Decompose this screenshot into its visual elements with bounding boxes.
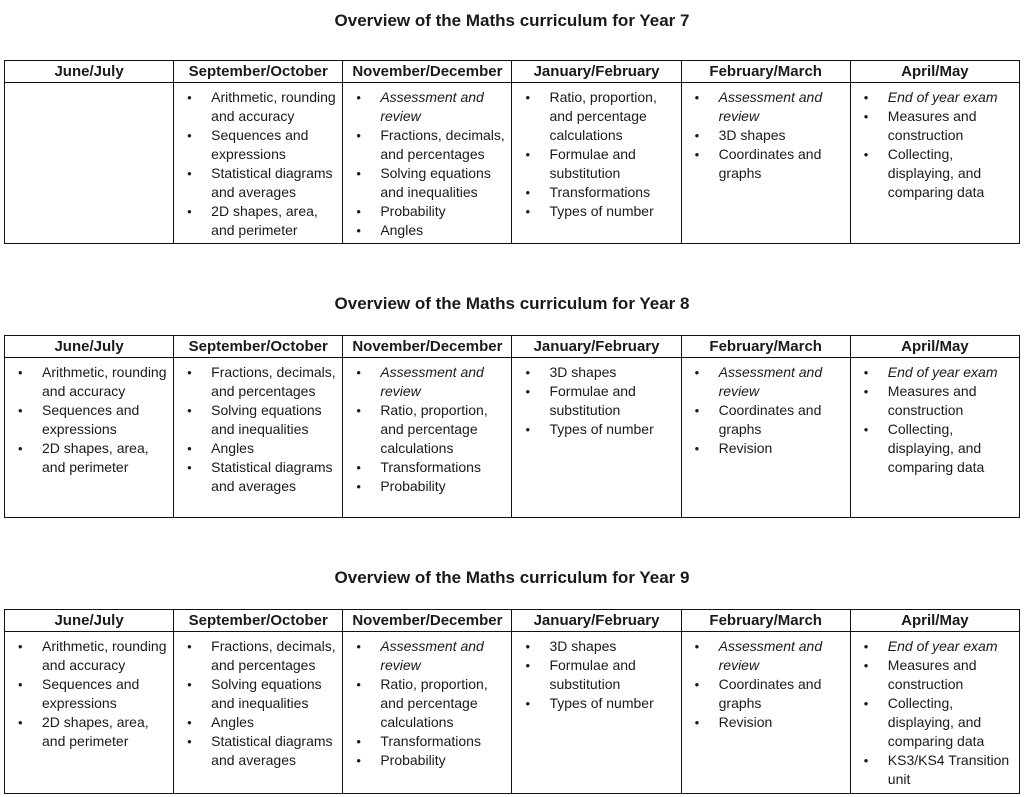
topic-item — [851, 88, 1014, 107]
bullet-icon: • — [187, 90, 192, 105]
column-header: January/February — [512, 61, 681, 83]
topic-item — [343, 751, 506, 770]
bullet-icon: • — [18, 715, 23, 730]
topic-text: Types of number — [549, 421, 654, 437]
topic-item — [174, 732, 337, 770]
topic-list — [174, 88, 337, 240]
topic-text: 3D shapes — [718, 127, 786, 143]
column-header: September/October — [174, 61, 343, 83]
bullet-icon: • — [525, 365, 531, 380]
topic-text: Formulae and substitution — [549, 383, 636, 418]
topic-text: Collecting, displaying, and comparing data — [887, 695, 985, 749]
month-cell — [850, 632, 1019, 794]
topic-text: Collecting, displaying, and comparing data — [887, 146, 985, 200]
header-row — [5, 336, 1020, 358]
bullet-icon: • — [525, 90, 531, 105]
month-cell — [5, 358, 174, 518]
bullet-icon: • — [356, 639, 361, 654]
month-cell — [681, 358, 850, 518]
bullet-icon: • — [525, 384, 531, 399]
topic-item — [343, 732, 506, 751]
topic-text: Coordinates and graphs — [718, 402, 822, 437]
bullet-icon: • — [187, 403, 192, 418]
bullet-icon: • — [863, 696, 869, 711]
bullet-icon: • — [863, 658, 869, 673]
column-header: September/October — [174, 610, 343, 632]
header-row — [5, 610, 1020, 632]
bullet-icon: • — [187, 128, 192, 143]
topic-item — [851, 420, 1014, 477]
bullet-icon: • — [525, 422, 531, 437]
bullet-icon: • — [863, 639, 869, 654]
topic-text: Statistical diagrams and averages — [211, 733, 333, 768]
month-cell — [5, 83, 174, 244]
topic-text: Formulae and substitution — [549, 146, 636, 181]
bullet-icon: • — [694, 639, 700, 654]
topic-item — [174, 126, 337, 164]
curriculum-table — [4, 609, 1020, 794]
topic-list — [851, 88, 1014, 202]
content-row — [5, 358, 1020, 518]
month-cell — [174, 358, 343, 518]
bullet-icon: • — [187, 166, 192, 181]
topic-item — [174, 202, 337, 240]
topic-item — [512, 202, 675, 221]
topic-item — [682, 145, 845, 183]
bullet-icon: • — [863, 422, 869, 437]
topic-list — [343, 637, 506, 770]
bullet-icon: • — [356, 223, 361, 238]
content-row — [5, 83, 1020, 244]
bullet-icon: • — [694, 90, 700, 105]
topic-list — [174, 363, 337, 496]
topic-item — [5, 637, 168, 675]
topic-item — [512, 88, 675, 145]
topic-text: Probability — [380, 478, 446, 494]
topic-text: Statistical diagrams and averages — [211, 165, 333, 200]
topic-text: Sequences and expressions — [211, 127, 309, 162]
bullet-icon: • — [863, 147, 869, 162]
topic-text: Sequences and expressions — [42, 402, 140, 437]
topic-text: Measures and construction — [887, 657, 977, 692]
topic-text: End of year exam — [887, 364, 998, 380]
bullet-icon: • — [18, 677, 23, 692]
topic-item — [174, 363, 337, 401]
topic-item — [512, 382, 675, 420]
bullet-icon: • — [694, 403, 700, 418]
topic-text: Assessment and review — [718, 364, 823, 399]
topic-item — [682, 713, 845, 732]
column-header: April/May — [850, 61, 1019, 83]
topic-item — [343, 221, 506, 240]
bullet-icon: • — [187, 677, 192, 692]
column-header: January/February — [512, 610, 681, 632]
bullet-icon: • — [525, 185, 531, 200]
column-header: November/December — [343, 336, 512, 358]
bullet-icon: • — [356, 128, 361, 143]
topic-item — [682, 637, 845, 675]
bullet-icon: • — [187, 734, 192, 749]
topic-item — [512, 363, 675, 382]
topic-item — [512, 694, 675, 713]
bullet-icon: • — [356, 734, 361, 749]
bullet-icon: • — [18, 403, 23, 418]
column-header: September/October — [174, 336, 343, 358]
topic-text: Fractions, decimals, and percentages — [211, 638, 336, 673]
bullet-icon: • — [18, 365, 23, 380]
bullet-icon: • — [187, 460, 192, 475]
topic-text: Transformations — [380, 459, 481, 475]
bullet-icon: • — [863, 90, 869, 105]
column-header: February/March — [681, 610, 850, 632]
topic-text: Assessment and review — [380, 89, 484, 124]
topic-item — [5, 363, 168, 401]
topic-text: Arithmetic, rounding and accuracy — [42, 364, 167, 399]
bullet-icon: • — [863, 109, 869, 124]
topic-text: Assessment and review — [380, 638, 484, 673]
bullet-icon: • — [525, 639, 531, 654]
topic-item — [851, 751, 1014, 789]
topic-item — [343, 401, 506, 458]
bullet-icon: • — [525, 204, 531, 219]
topic-text: Sequences and expressions — [42, 676, 140, 711]
curriculum-section — [4, 10, 1020, 244]
topic-item — [682, 88, 845, 126]
bullet-icon: • — [863, 365, 869, 380]
topic-text: Probability — [380, 203, 446, 219]
topic-text: Revision — [718, 440, 773, 456]
topic-item — [343, 363, 506, 401]
topic-text: End of year exam — [887, 638, 998, 654]
month-cell — [512, 83, 681, 244]
topic-list — [682, 637, 845, 732]
topic-item — [512, 183, 675, 202]
topic-text: 3D shapes — [549, 364, 617, 380]
bullet-icon: • — [187, 441, 192, 456]
topic-item — [5, 713, 168, 751]
topic-text: Fractions, decimals, and percentages — [380, 127, 505, 162]
bullet-icon: • — [18, 441, 23, 456]
topic-text: Collecting, displaying, and comparing data — [887, 421, 985, 475]
topic-list — [174, 637, 337, 770]
header-row — [5, 61, 1020, 83]
bullet-icon: • — [356, 166, 361, 181]
bullet-icon: • — [187, 365, 192, 380]
content-row — [5, 632, 1020, 794]
month-cell — [343, 83, 512, 244]
section-title: Overview of the Maths curriculum for Year 8 — [334, 294, 690, 313]
topic-text: 2D shapes, area, and perimeter — [211, 203, 318, 238]
topic-list — [343, 88, 506, 240]
bullet-icon: • — [187, 639, 192, 654]
topic-text: Solving equations and inequalities — [211, 676, 322, 711]
topic-item — [682, 401, 845, 439]
topic-item — [5, 401, 168, 439]
bullet-icon: • — [356, 677, 361, 692]
topic-list — [851, 363, 1014, 477]
topic-list — [512, 88, 675, 221]
column-header: November/December — [343, 61, 512, 83]
bullet-icon: • — [694, 677, 700, 692]
topic-text: Fractions, decimals, and percentages — [211, 364, 336, 399]
topic-text: Measures and construction — [887, 108, 977, 143]
bullet-icon: • — [356, 204, 361, 219]
topic-item — [682, 126, 845, 145]
topic-item — [174, 401, 337, 439]
topic-text: Formulae and substitution — [549, 657, 636, 692]
topic-list — [512, 363, 675, 439]
topic-item — [851, 145, 1014, 202]
topic-item — [343, 675, 506, 732]
topic-list — [682, 88, 845, 183]
topic-item — [682, 439, 845, 458]
column-header: June/July — [5, 610, 174, 632]
topic-item — [851, 656, 1014, 694]
bullet-icon: • — [187, 204, 192, 219]
month-cell — [174, 83, 343, 244]
topic-item — [851, 694, 1014, 751]
topic-text: Ratio, proportion, and percentage calculations — [380, 676, 488, 730]
topic-item — [851, 382, 1014, 420]
column-header: February/March — [681, 61, 850, 83]
month-cell — [850, 83, 1019, 244]
bullet-icon: • — [694, 128, 700, 143]
topic-item — [174, 675, 337, 713]
bullet-icon: • — [863, 753, 869, 768]
topic-item — [5, 675, 168, 713]
month-cell — [681, 83, 850, 244]
topic-text: KS3/KS4 Transition unit — [887, 752, 1010, 787]
topic-item — [343, 88, 506, 126]
topic-list — [5, 637, 168, 751]
topic-item — [343, 477, 506, 496]
topic-text: 2D shapes, area, and perimeter — [42, 714, 149, 749]
month-cell — [343, 632, 512, 794]
topic-text: Types of number — [549, 203, 654, 219]
column-header: February/March — [681, 336, 850, 358]
curriculum-table — [4, 335, 1020, 518]
topic-item — [343, 126, 506, 164]
bullet-icon: • — [187, 715, 192, 730]
bullet-icon: • — [356, 90, 361, 105]
topic-item — [851, 637, 1014, 656]
topic-text: Transformations — [380, 733, 481, 749]
bullet-icon: • — [694, 147, 700, 162]
topic-item — [174, 458, 337, 496]
month-cell — [850, 358, 1019, 518]
topic-text: Solving equations and inequalities — [211, 402, 322, 437]
month-cell — [681, 632, 850, 794]
bullet-icon: • — [18, 639, 23, 654]
column-header: November/December — [343, 610, 512, 632]
bullet-icon: • — [356, 460, 361, 475]
topic-item — [343, 458, 506, 477]
month-cell — [512, 358, 681, 518]
topic-text: Arithmetic, rounding and accuracy — [42, 638, 167, 673]
section-title: Overview of the Maths curriculum for Year 7 — [334, 11, 690, 30]
topic-item — [5, 439, 168, 477]
topic-text: 2D shapes, area, and perimeter — [42, 440, 149, 475]
topic-text: Transformations — [549, 184, 651, 200]
bullet-icon: • — [525, 696, 531, 711]
topic-item — [343, 164, 506, 202]
bullet-icon: • — [356, 753, 361, 768]
bullet-icon: • — [356, 365, 361, 380]
curriculum-table — [4, 60, 1020, 244]
topic-item — [512, 637, 675, 656]
column-header: January/February — [512, 336, 681, 358]
column-header: June/July — [5, 336, 174, 358]
topic-item — [174, 164, 337, 202]
curriculum-section — [4, 567, 1020, 794]
topic-text: Arithmetic, rounding and accuracy — [211, 89, 336, 124]
topic-item — [174, 439, 337, 458]
topic-list — [5, 363, 168, 477]
topic-item — [512, 656, 675, 694]
topic-list — [343, 363, 506, 496]
topic-text: End of year exam — [887, 89, 998, 105]
month-cell — [5, 632, 174, 794]
topic-text: Measures and construction — [887, 383, 977, 418]
topic-item — [512, 420, 675, 439]
topic-text: Coordinates and graphs — [718, 146, 822, 181]
topic-text: Angles — [211, 440, 254, 456]
month-cell — [343, 358, 512, 518]
bullet-icon: • — [356, 479, 361, 494]
month-cell — [512, 632, 681, 794]
topic-text: Revision — [718, 714, 773, 730]
topic-list — [851, 637, 1014, 789]
topic-text: Assessment and review — [380, 364, 484, 399]
topic-text: Solving equations and inequalities — [380, 165, 491, 200]
column-header: April/May — [850, 336, 1019, 358]
topic-text: 3D shapes — [549, 638, 617, 654]
topic-list — [512, 637, 675, 713]
topic-text: Assessment and review — [718, 638, 823, 673]
topic-item — [682, 675, 845, 713]
topic-item — [682, 363, 845, 401]
topic-item — [851, 107, 1014, 145]
topic-item — [851, 363, 1014, 382]
topic-item — [174, 88, 337, 126]
topic-text: Angles — [211, 714, 254, 730]
curriculum-sections — [4, 10, 1020, 794]
topic-text: Ratio, proportion, and percentage calculations — [380, 402, 488, 456]
bullet-icon: • — [525, 658, 531, 673]
topic-text: Types of number — [549, 695, 654, 711]
topic-item — [174, 637, 337, 675]
month-cell — [174, 632, 343, 794]
topic-item — [512, 145, 675, 183]
topic-list — [682, 363, 845, 458]
bullet-icon: • — [863, 384, 869, 399]
bullet-icon: • — [694, 441, 700, 456]
topic-text: Coordinates and graphs — [718, 676, 822, 711]
bullet-icon: • — [694, 365, 700, 380]
bullet-icon: • — [525, 147, 531, 162]
topic-text: Probability — [380, 752, 446, 768]
curriculum-section — [4, 293, 1020, 518]
topic-text: Statistical diagrams and averages — [211, 459, 333, 494]
bullet-icon: • — [694, 715, 700, 730]
bullet-icon: • — [356, 403, 361, 418]
topic-item — [174, 713, 337, 732]
column-header: April/May — [850, 610, 1019, 632]
topic-item — [343, 637, 506, 675]
topic-text: Assessment and review — [718, 89, 823, 124]
column-header: June/July — [5, 61, 174, 83]
topic-item — [343, 202, 506, 221]
section-title: Overview of the Maths curriculum for Year 9 — [334, 568, 690, 587]
topic-text: Angles — [380, 222, 424, 238]
topic-text: Ratio, proportion, and percentage calculations — [549, 89, 657, 143]
